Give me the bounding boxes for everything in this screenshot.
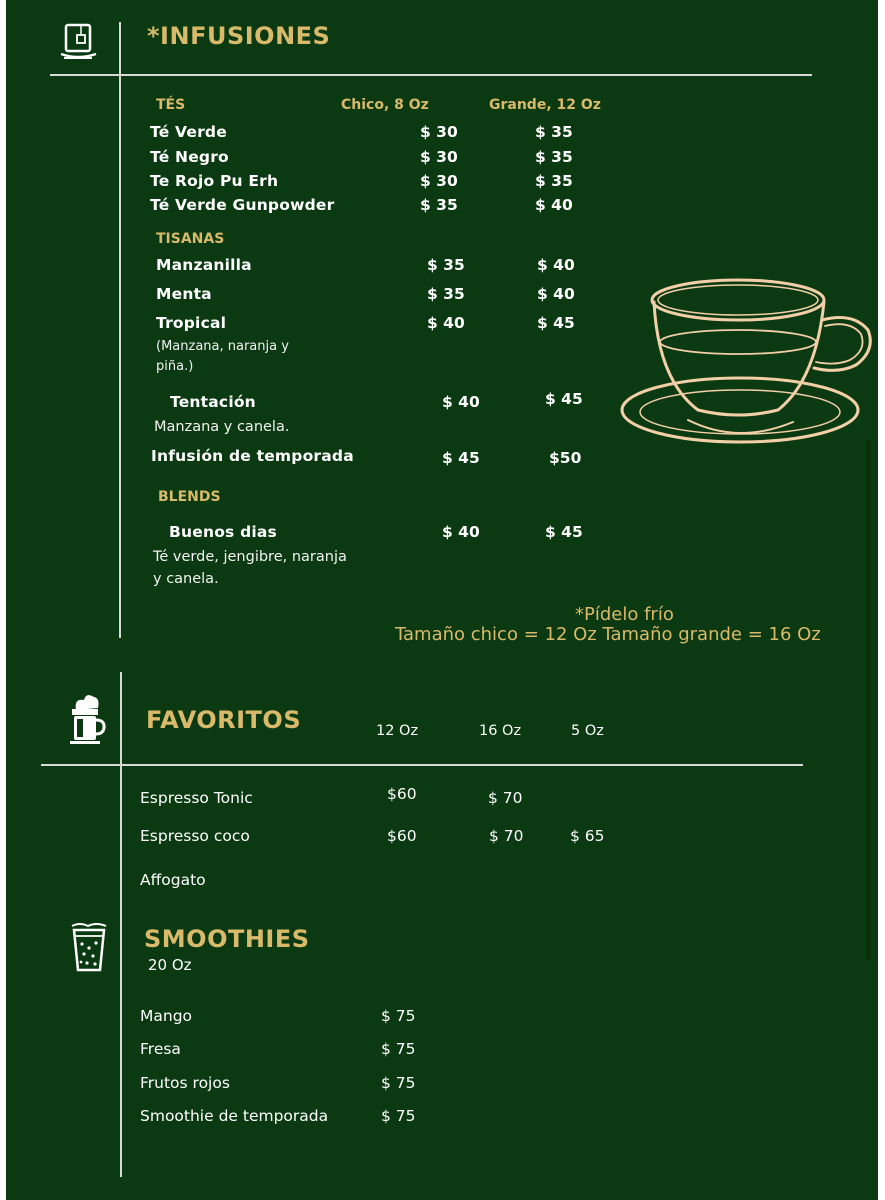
item-name: Espresso coco [140, 827, 250, 845]
item-name: Te Rojo Pu Erh [150, 172, 279, 190]
item-name: Fresa [140, 1040, 181, 1058]
price-chico: $ 30 [420, 148, 458, 166]
item-name: Smoothie de temporada [140, 1107, 329, 1125]
item-name: Espresso Tonic [140, 789, 253, 807]
vertical-divider [119, 22, 121, 638]
price-grande: $ 45 [537, 314, 575, 332]
price-12oz: $60 [387, 785, 417, 803]
item-name: Té Negro [150, 148, 229, 166]
col-grande-header: Grande, 12 Oz [489, 97, 601, 113]
col-header-5oz: 5 Oz [571, 723, 604, 739]
section-title: FAVORITOS [146, 706, 302, 734]
section-title: SMOOTHIES [144, 925, 310, 953]
price-grande: $ 45 [545, 390, 583, 408]
item-name: Affogato [140, 871, 206, 889]
price: $ 75 [381, 1040, 416, 1058]
tisanas-header: TISANAS [156, 231, 225, 247]
price-chico: $ 40 [427, 314, 465, 332]
price-chico: $ 40 [442, 523, 480, 541]
price-12oz: $60 [387, 827, 417, 845]
price-chico: $ 40 [442, 393, 480, 411]
item-name: Menta [156, 285, 212, 303]
price-chico: $ 30 [420, 172, 458, 190]
size-note: Tamaño chico = 12 Oz Tamaño grande = 16 Oz [395, 624, 821, 645]
item-description: y canela. [153, 571, 219, 587]
scrollbar[interactable] [866, 440, 871, 960]
item-name: Buenos dias [169, 523, 277, 541]
item-name: Frutos rojos [140, 1074, 230, 1092]
horizontal-divider [41, 764, 803, 766]
price-5oz: $ 65 [570, 827, 605, 845]
item-description: Manzana y canela. [154, 419, 290, 435]
item-name: Infusión de temporada [151, 447, 354, 465]
horizontal-divider [50, 74, 812, 76]
section-title: *INFUSIONES [147, 22, 331, 50]
item-description: Té verde, jengibre, naranja [153, 549, 347, 565]
item-name: Tropical [156, 314, 227, 332]
price-grande: $ 45 [545, 523, 583, 541]
price: $ 75 [381, 1107, 416, 1125]
item-name: Mango [140, 1007, 193, 1025]
price-chico: $ 45 [442, 449, 480, 467]
cold-note: *Pídelo frío [575, 604, 674, 625]
price-grande: $50 [549, 449, 582, 467]
size-label: 20 Oz [148, 956, 192, 974]
item-description: (Manzana, naranja y [156, 339, 289, 354]
tes-header: TÉS [156, 97, 186, 113]
tea-cup-illustration-icon [618, 270, 874, 452]
item-name: Té Verde Gunpowder [150, 196, 335, 214]
coffee-mug-icon [68, 692, 106, 748]
item-name: Tentación [170, 393, 256, 411]
price-grande: $ 40 [537, 256, 575, 274]
price-grande: $ 35 [535, 148, 573, 166]
item-name: Manzanilla [156, 256, 252, 274]
price-chico: $ 30 [420, 123, 458, 141]
vertical-divider [120, 672, 122, 1177]
price-16oz: $ 70 [489, 827, 524, 845]
price-chico: $ 35 [427, 285, 465, 303]
price-grande: $ 35 [535, 123, 573, 141]
price-grande: $ 40 [535, 196, 573, 214]
price-chico: $ 35 [420, 196, 458, 214]
col-chico-header: Chico, 8 Oz [341, 97, 429, 113]
col-header-12oz: 12 Oz [376, 723, 419, 739]
tea-cup-icon [58, 20, 100, 64]
price-16oz: $ 70 [488, 789, 523, 807]
col-header-16oz: 16 Oz [479, 723, 522, 739]
smoothie-cup-icon [70, 922, 108, 974]
price-chico: $ 35 [427, 256, 465, 274]
blends-header: BLENDS [158, 489, 221, 505]
price: $ 75 [381, 1074, 416, 1092]
item-name: Té Verde [150, 123, 227, 141]
item-description: piña.) [156, 359, 194, 374]
price: $ 75 [381, 1007, 416, 1025]
price-grande: $ 40 [537, 285, 575, 303]
price-grande: $ 35 [535, 172, 573, 190]
